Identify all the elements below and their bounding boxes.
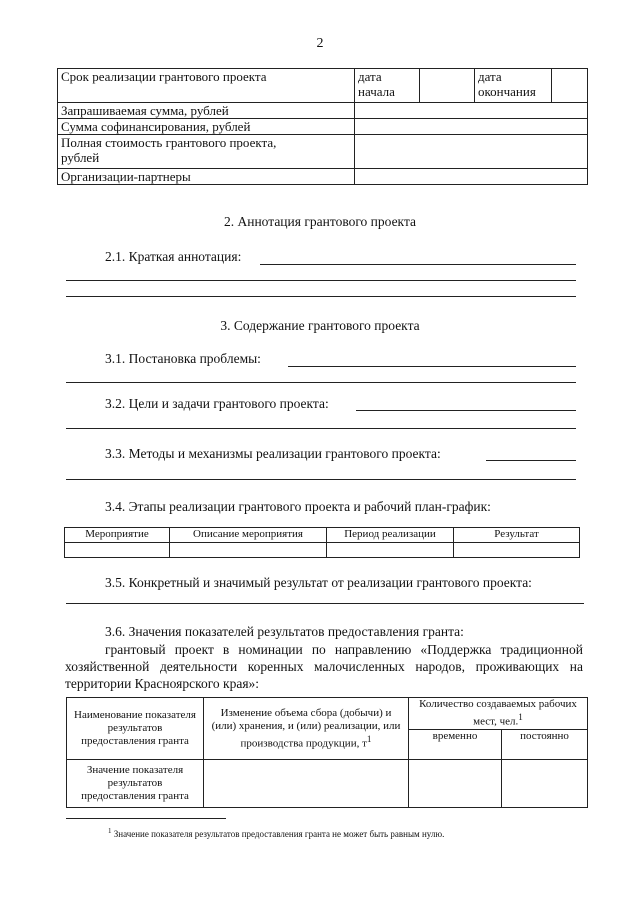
volume-value-cell[interactable] xyxy=(204,759,409,807)
goals-line[interactable] xyxy=(66,428,576,429)
end-label: дата окончания xyxy=(475,69,552,103)
problem-line[interactable] xyxy=(288,366,576,367)
problem-line[interactable] xyxy=(66,382,576,383)
methods-label: 3.3. Методы и механизмы реализации грантового проекта: xyxy=(105,446,441,461)
start-label: дата начала xyxy=(355,69,420,103)
partners-label: Организации-партнеры xyxy=(58,169,355,185)
jobs-header: Количество создаваемых рабочих мест, чел.$^1$ xyxy=(409,698,588,730)
end-value-cell[interactable] xyxy=(552,69,588,103)
full-cost-value-cell[interactable] xyxy=(355,135,588,169)
result-label: 3.5. Конкретный и значимый результат от реализации грантового проекта: xyxy=(105,575,532,590)
indicator-name-header: Наименование показателя результатов предоставления гранта xyxy=(67,698,204,760)
footnote-separator xyxy=(66,818,226,819)
indicator-value-label: Значение показателя результатов предоставления гранта xyxy=(67,759,204,807)
requested-label: Запрашиваемая сумма, рублей xyxy=(58,103,355,119)
project-info-table xyxy=(57,68,588,185)
plan-cell[interactable] xyxy=(327,543,454,558)
full-cost-label: Полная стоимость грантового проекта, рублей xyxy=(58,135,355,169)
section3-title: 3. Содержание грантового проекта xyxy=(220,318,420,333)
permanent-value-cell[interactable] xyxy=(502,759,588,807)
methods-line[interactable] xyxy=(66,479,576,480)
section2-title: 2. Аннотация грантового проекта xyxy=(223,214,416,229)
plan-header-result: Результат xyxy=(454,528,580,543)
page-number: 2 xyxy=(316,36,324,51)
problem-label: 3.1. Постановка проблемы: xyxy=(105,351,261,366)
annotation-label: 2.1. Краткая аннотация: xyxy=(105,249,242,264)
plan-header-activity: Мероприятие xyxy=(65,528,170,543)
methods-line[interactable] xyxy=(486,460,576,461)
goals-line[interactable] xyxy=(356,410,576,411)
plan-cell[interactable] xyxy=(454,543,580,558)
annotation-line[interactable] xyxy=(66,280,576,281)
jobs-temporary-header: временно xyxy=(409,729,502,759)
jobs-permanent-header: постоянно xyxy=(502,729,588,759)
partners-value-cell[interactable] xyxy=(355,169,588,185)
stages-label: 3.4. Этапы реализации грантового проекта и рабочий план-график: xyxy=(105,499,491,514)
annotation-line[interactable] xyxy=(66,296,576,297)
requested-value-cell[interactable] xyxy=(355,103,588,119)
plan-header-period: Период реализации xyxy=(327,528,454,543)
plan-cell[interactable] xyxy=(170,543,327,558)
plan-cell[interactable] xyxy=(65,543,170,558)
cofinancing-label: Сумма софинансирования, рублей xyxy=(58,119,355,135)
cofinancing-value-cell[interactable] xyxy=(355,119,588,135)
indicators-label: 3.6. Значения показателей результатов предоставления гранта: xyxy=(105,624,464,639)
work-plan-table xyxy=(64,527,580,558)
plan-header-description: Описание мероприятия xyxy=(170,528,327,543)
nomination-text: грантовый проект в номинации по направлению «Поддержка традиционной хозяйственной деятельности коренных малочисленных народов, проживающих на территории Красноярского края»: xyxy=(65,642,583,691)
footnote: $^1$ Значение показателя результатов предоставления гранта не может быть равным нулю. xyxy=(108,827,445,839)
term-label: Срок реализации грантового проекта xyxy=(58,69,355,103)
indicators-table xyxy=(66,697,588,808)
goals-label: 3.2. Цели и задачи грантового проекта: xyxy=(105,396,329,411)
result-line[interactable] xyxy=(66,603,584,604)
volume-change-header: Изменение объема сбора (добычи) и (или) хранения, и (или) реализации, или производства продукции, $т^1$ xyxy=(204,698,409,760)
temporary-value-cell[interactable] xyxy=(409,759,502,807)
annotation-line[interactable] xyxy=(260,264,576,265)
start-value-cell[interactable] xyxy=(420,69,475,103)
